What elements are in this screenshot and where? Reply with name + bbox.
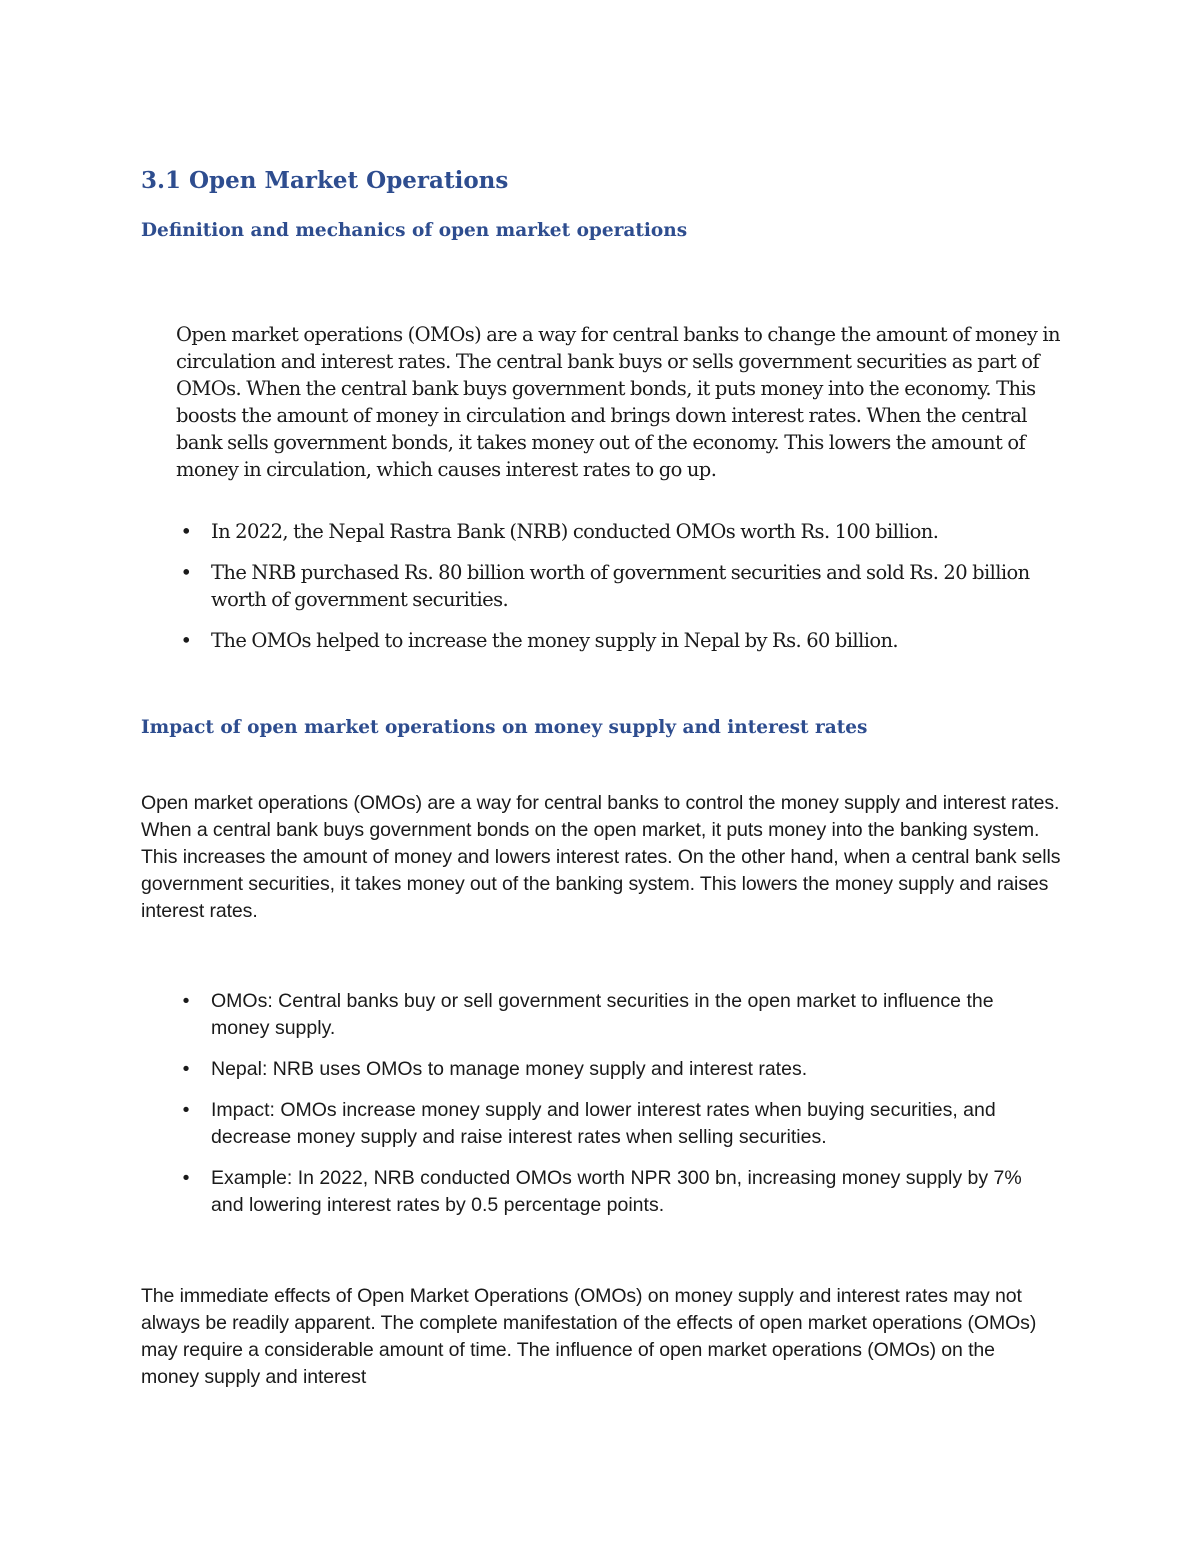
list-item-text: In 2022, the Nepal Rastra Bank (NRB) conducted OMOs worth Rs. 100 billion. [211, 520, 939, 543]
list-item [176, 1097, 1056, 1151]
list-item [176, 988, 1056, 1042]
list-item-text: Example: In 2022, NRB conducted OMOs worth NPR 300 bn, increasing money supply by 7% and lowering interest rates by 0.5 percentage points. [211, 1167, 1022, 1216]
subsection-1-bullet-list [176, 518, 1076, 654]
list-item [176, 559, 1076, 613]
list-item [176, 1056, 1056, 1083]
closing-paragraph: The immediate effects of Open Market Operations (OMOs) on money supply and interest rates may not always be readily apparent. The complete manifestation of the effects of open market operations (OMOs) may require a considerable amount of time. The influence of open market operations (OMOs) on the money supply and interest [141, 1285, 1037, 1388]
bullet-icon: • [182, 990, 190, 1012]
subsection-1-paragraph: Open market operations (OMOs) are a way for central banks to change the amount of money in circulation and interest rates. The central bank buys or sells government securities as part of OMOs. When the central bank buys government bonds, it puts money into the economy. This boosts the amount of money in circulation and brings down interest rates. When the central bank sells government bonds, it takes money out of the economy. This lowers the amount of money in circulation, which causes interest rates to go up. [176, 323, 1060, 481]
list-item-text: Impact: OMOs increase money supply and lower interest rates when buying securities, and decrease money supply and raise interest rates when selling securities. [211, 1099, 996, 1148]
bullet-icon: • [182, 1167, 190, 1189]
subsection-2-title: Impact of open market operations on money supply and interest rates [141, 717, 868, 738]
list-item-text: Nepal: NRB uses OMOs to manage money supply and interest rates. [211, 1058, 808, 1080]
list-item [176, 518, 1076, 545]
bullet-icon: • [180, 629, 192, 652]
list-item [176, 1165, 1056, 1219]
section-title: 3.1 Open Market Operations [141, 167, 509, 194]
list-item [176, 627, 1076, 654]
subsection-1-title: Definition and mechanics of open market operations [141, 220, 688, 241]
list-item-text: The NRB purchased Rs. 80 billion worth of government securities and sold Rs. 20 billion worth of government securities. [211, 561, 1030, 611]
bullet-icon: • [182, 1058, 190, 1080]
subsection-2-paragraph: Open market operations (OMOs) are a way for central banks to control the money supply and interest rates. When a central bank buys government bonds on the open market, it puts money into the banking system. This increases the amount of money and lowers interest rates. On the other hand, when a central bank sells government securities, it takes money out of the banking system. This lowers the money supply and raises interest rates. [141, 792, 1061, 922]
bullet-icon: • [180, 561, 192, 584]
list-item-text: OMOs: Central banks buy or sell government securities in the open market to influence the money supply. [211, 990, 994, 1039]
bullet-icon: • [180, 520, 192, 543]
list-item-text: The OMOs helped to increase the money supply in Nepal by Rs. 60 billion. [211, 629, 899, 652]
subsection-2-bullet-list [176, 988, 1056, 1219]
bullet-icon: • [182, 1099, 190, 1121]
